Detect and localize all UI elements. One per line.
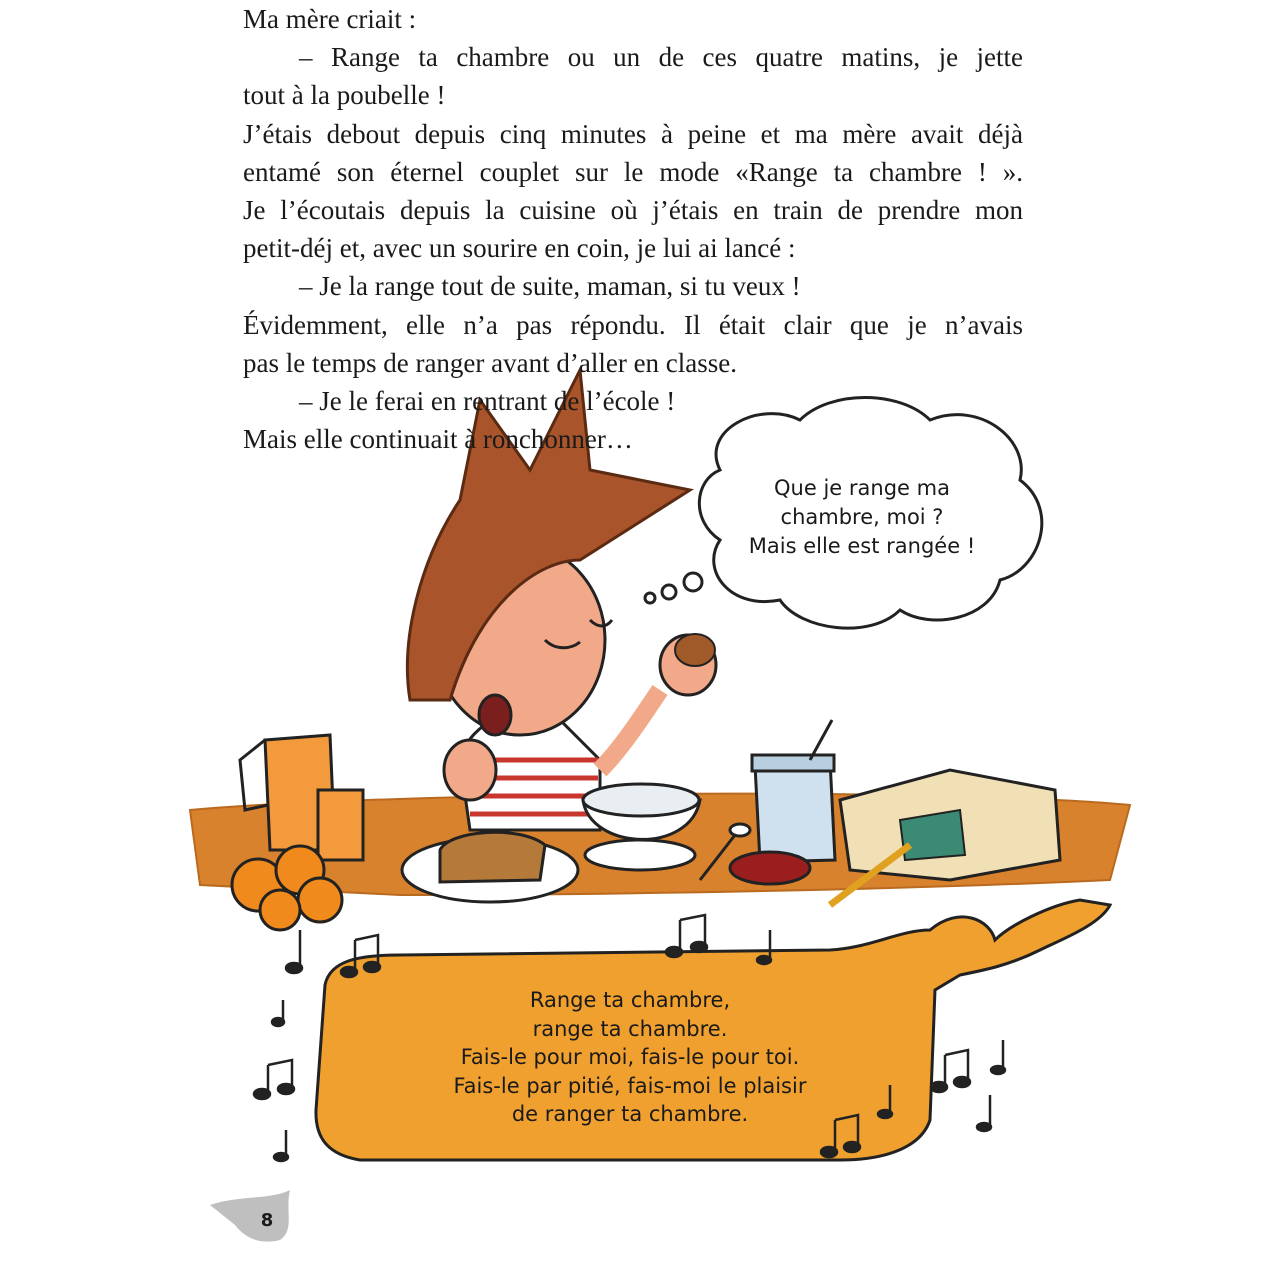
song-line: range ta chambre. xyxy=(532,1016,728,1041)
song-line: Fais-le pour moi, fais-le pour toi. xyxy=(460,1045,800,1069)
page-number: 8 xyxy=(260,1210,274,1231)
text-line: Je l’écoutais depuis la cuisine où j’étais en train de prendre mon xyxy=(243,194,1023,225)
thought-line: chambre, moi ? xyxy=(780,505,944,529)
text-line: petit-déj et, avec un sourire en coin, je lui ai lancé : xyxy=(243,233,796,264)
thought-line: Mais elle est rangée ! xyxy=(748,534,976,558)
song-line: Range ta chambre, xyxy=(529,988,731,1012)
thought-bubble-text xyxy=(712,474,1012,561)
text-line: tout à la poubelle ! xyxy=(243,80,446,111)
text-line: pas le temps de ranger avant d’aller en classe. xyxy=(243,347,738,378)
text-line: Mais elle continuait à ronchonner… xyxy=(243,424,633,455)
song-box-text xyxy=(380,986,880,1129)
text-line: Ma mère criait : xyxy=(243,4,417,34)
song-line: de ranger ta chambre. xyxy=(511,1102,749,1126)
text-line: – Je le ferai en rentrant de l’école ! xyxy=(299,385,676,416)
song-line: Fais-le par pitié, fais-moi le plaisir xyxy=(453,1073,807,1098)
text-line: – Je la range tout de suite, maman, si tu veux ! xyxy=(299,271,801,302)
text-line: entamé son éternel couplet sur le mode «Range ta chambre ! ». xyxy=(243,156,1023,187)
body-text xyxy=(243,0,1023,458)
text-line: Évidemment, elle n’a pas répondu. Il était clair que je n’avais xyxy=(243,309,1023,340)
thought-line: Que je range ma xyxy=(774,476,950,500)
text-line: – Range ta chambre ou un de ces quatre matins, je jette xyxy=(299,42,1023,73)
text-line: J’étais debout depuis cinq minutes à peine et ma mère avait déjà xyxy=(243,118,1023,149)
